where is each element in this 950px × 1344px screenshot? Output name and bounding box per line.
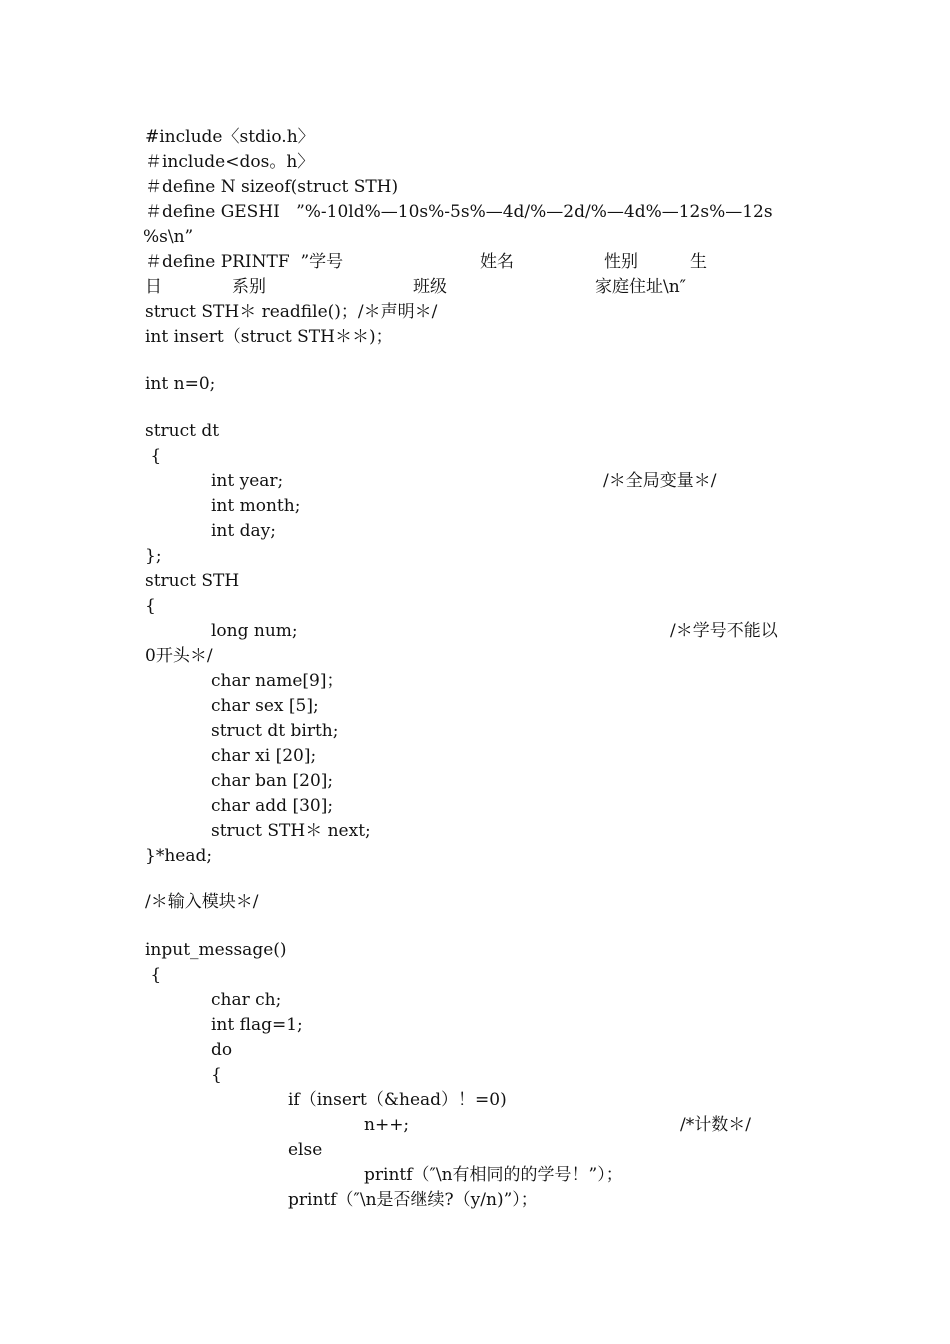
code-line: struct STH <box>145 571 240 591</box>
code-line-part: 系别 <box>232 277 266 297</box>
code-line: int flag=1; <box>211 1015 303 1035</box>
code-line: #include〈stdio.h〉 <box>145 127 315 147</box>
code-line: %s\n” <box>143 227 194 247</box>
code-line: int month; <box>211 496 301 516</box>
code-line: }*head; <box>145 846 213 866</box>
code-line: char add [30]; <box>211 796 334 816</box>
code-line: do <box>211 1040 233 1060</box>
code-line: char ch; <box>211 990 282 1010</box>
code-line: /＊输入模块＊/ <box>145 892 259 912</box>
code-line: long num; <box>211 621 298 641</box>
code-line-part: 班级 <box>413 277 447 297</box>
code-line: struct STH＊ readfile()；/＊声明＊/ <box>145 302 438 322</box>
code-line: struct dt <box>145 421 220 441</box>
code-line: { <box>145 965 162 985</box>
code-line: int insert（struct STH＊＊)； <box>145 327 393 347</box>
code-line-part: 姓名 <box>480 252 514 272</box>
code-line: int year; <box>211 471 284 491</box>
code-line-part: 生 <box>690 252 707 272</box>
code-line-part: ＃define PRINTF ”学号 <box>145 252 344 272</box>
code-line: int n=0; <box>145 374 216 394</box>
code-line: n++; <box>364 1115 410 1135</box>
code-line: }; <box>145 546 162 566</box>
code-line: { <box>211 1065 222 1085</box>
code-line: printf（″\n是否继续?（y/n)”）； <box>288 1190 538 1210</box>
code-line: char xi [20]; <box>211 746 317 766</box>
code-line: char ban [20]; <box>211 771 334 791</box>
code-line: printf（″\n有相同的的学号！”）； <box>364 1165 623 1185</box>
code-line: int day; <box>211 521 276 541</box>
code-line: 0开头＊/ <box>145 646 213 666</box>
code-line: char name[9]； <box>211 671 344 691</box>
code-line: ＃define GESHI ”%-10ld%—10s%-5s%—4d/%—2d/%—4d%—12s%—12s <box>145 202 773 222</box>
code-line: else <box>288 1140 323 1160</box>
code-line: { <box>145 446 162 466</box>
code-line-part: 日 <box>145 277 162 297</box>
code-line: ＃include<dos。h〉 <box>145 152 315 172</box>
code-comment: /*计数＊/ <box>680 1115 751 1135</box>
code-line-part: 家庭住址\n″ <box>595 277 687 297</box>
code-line: char sex [5]; <box>211 696 319 716</box>
code-line: ＃define N sizeof(struct STH) <box>145 177 399 197</box>
code-line: input_message() <box>145 940 287 960</box>
code-line: struct dt birth; <box>211 721 339 741</box>
code-line: if（insert（&head）！=0) <box>288 1090 507 1110</box>
code-line: { <box>145 596 156 616</box>
code-comment: /＊全局变量＊/ <box>603 471 717 491</box>
code-comment: /＊学号不能以 <box>670 621 778 641</box>
code-line: struct STH＊ next; <box>211 821 371 841</box>
code-line-part: 性别 <box>604 252 638 272</box>
